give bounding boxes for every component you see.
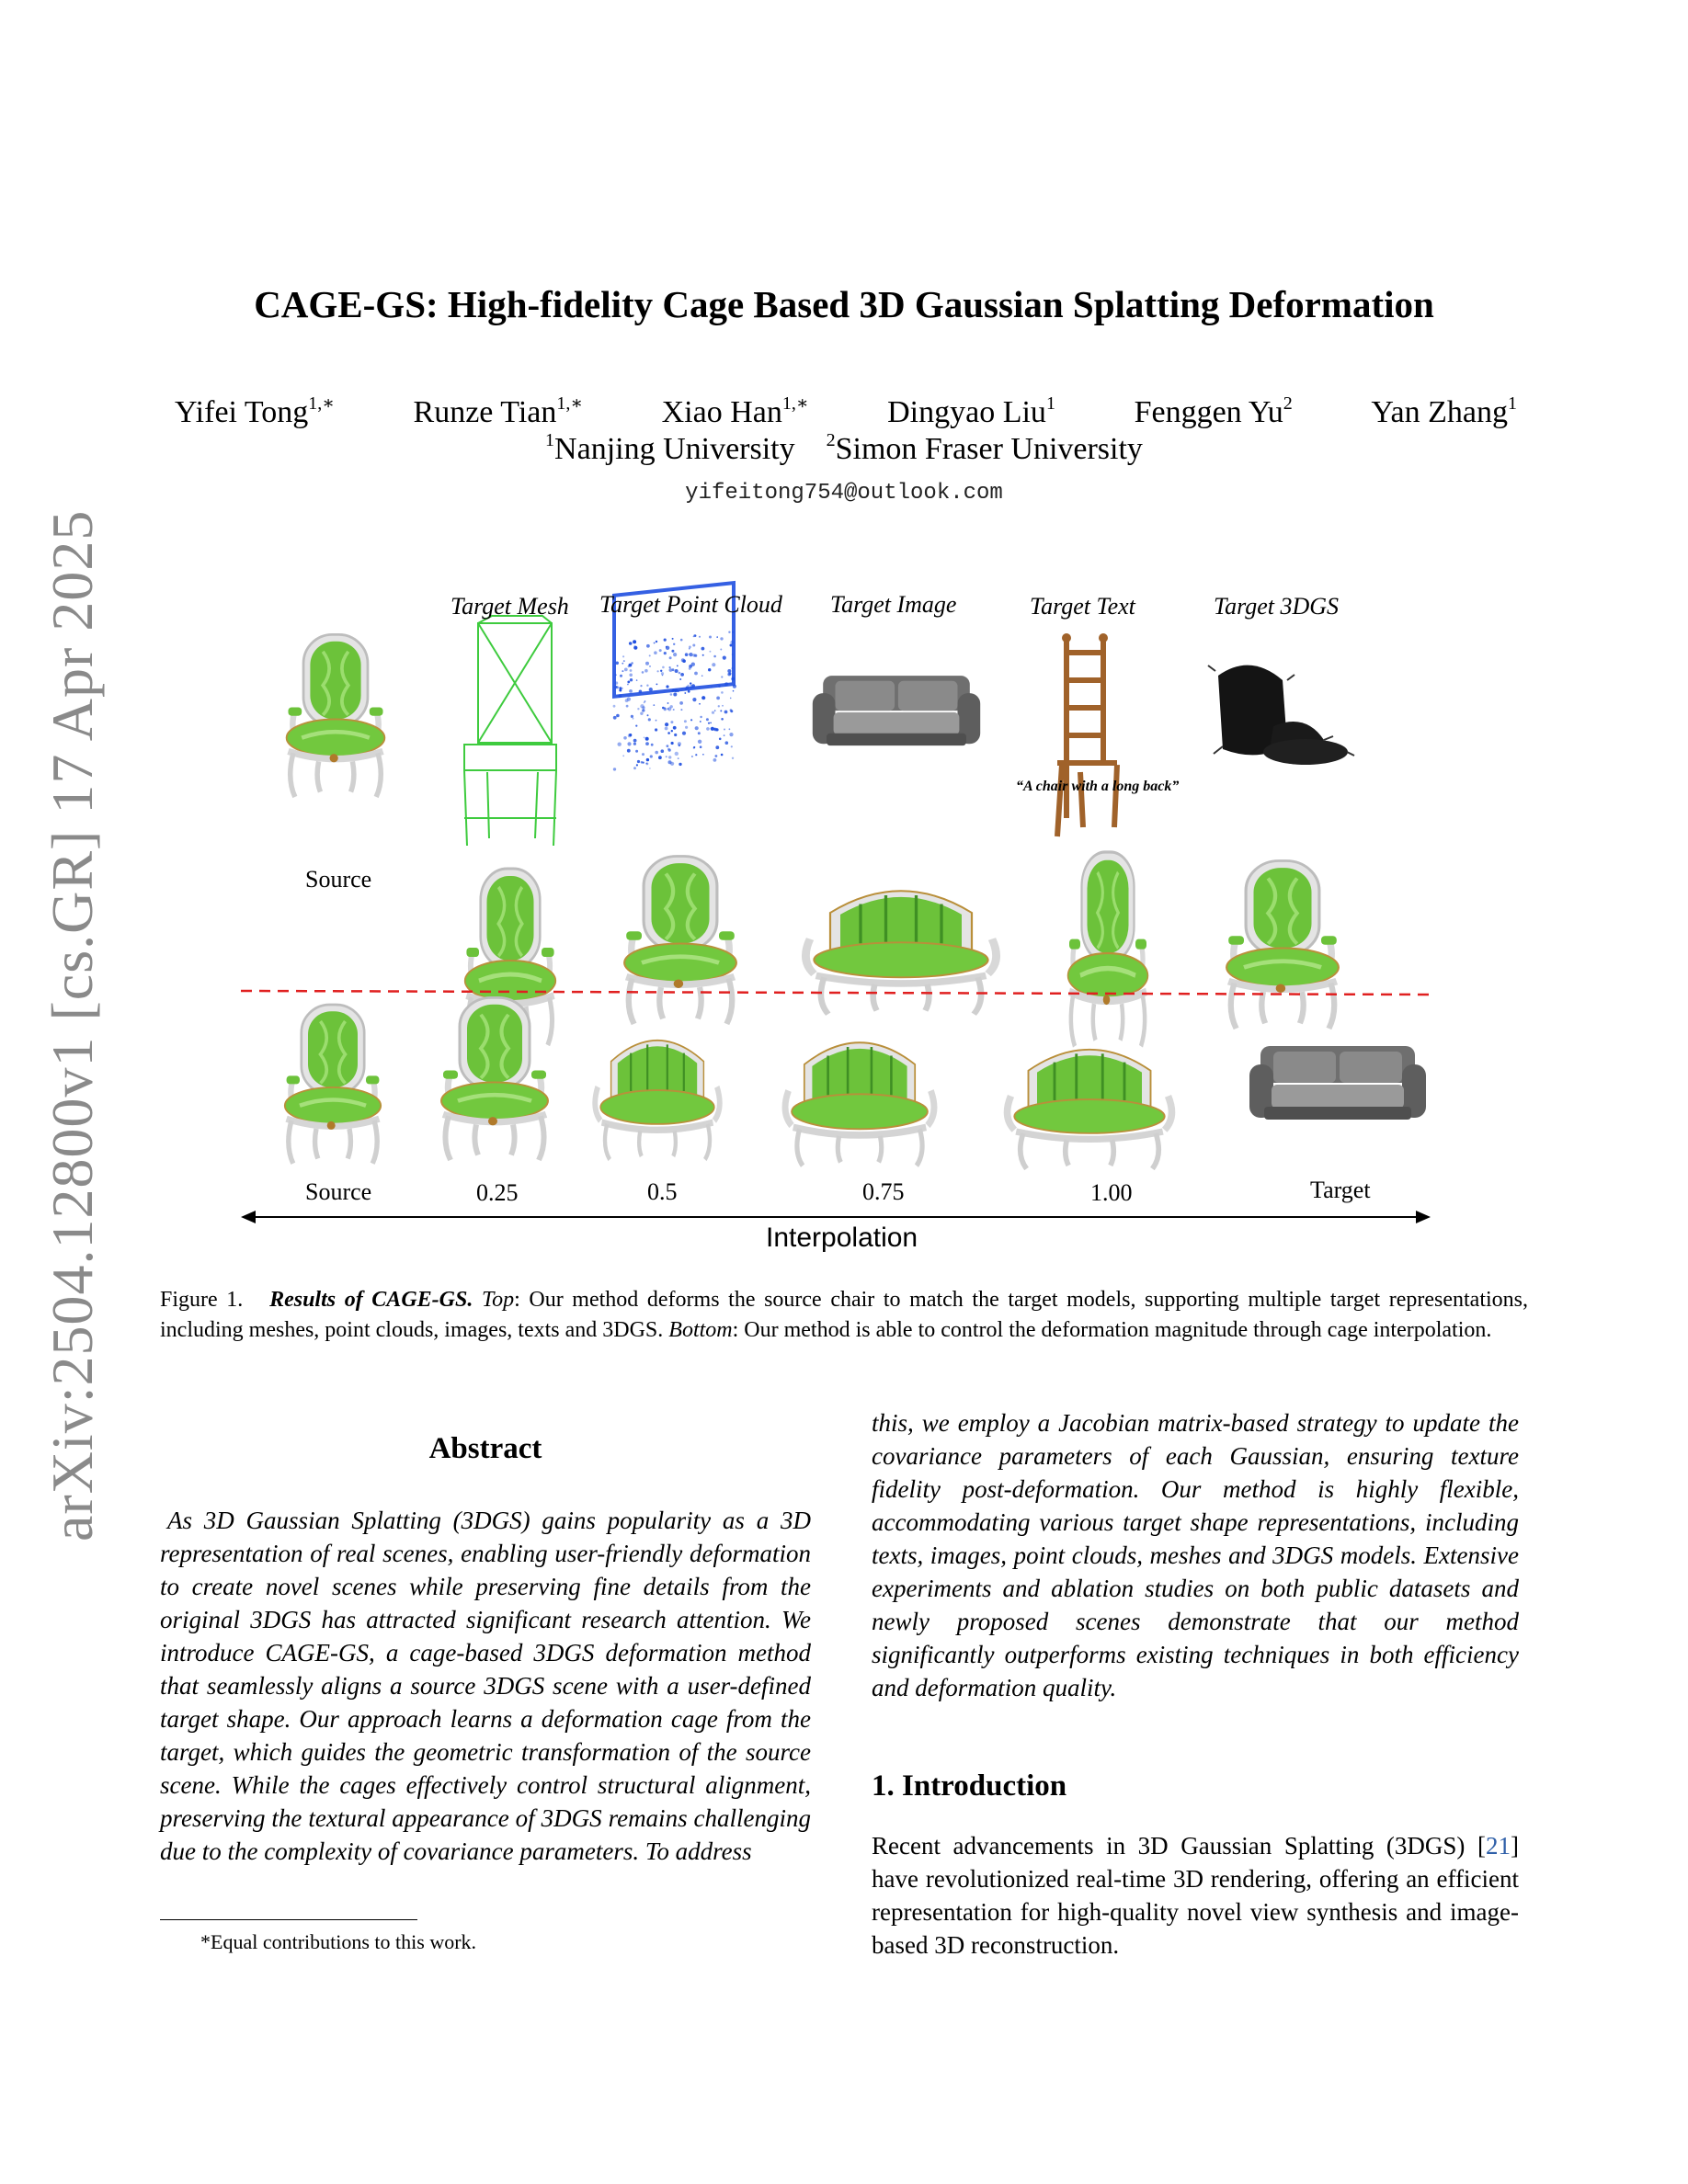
point-cloud-dot <box>640 704 644 708</box>
point-cloud-dot <box>702 654 704 656</box>
point-cloud-dot <box>724 711 728 714</box>
result-text-chair <box>1068 852 1148 1046</box>
point-cloud-dot <box>666 646 667 648</box>
point-cloud-dot <box>642 709 644 711</box>
interpolation-axis-arrow <box>241 1211 1431 1223</box>
point-cloud-dot <box>615 681 618 684</box>
point-cloud-dot <box>706 727 710 731</box>
point-cloud-dot <box>664 639 667 642</box>
point-cloud-dot <box>692 644 695 647</box>
point-cloud-dot <box>688 685 690 687</box>
point-cloud-dot <box>720 710 722 711</box>
label-interp-source: Source <box>305 1178 372 1205</box>
point-cloud-dot <box>698 732 701 734</box>
point-cloud-dot <box>639 690 643 694</box>
point-cloud-dot <box>644 669 648 673</box>
point-cloud-dot <box>655 728 657 731</box>
point-cloud-dot <box>690 719 692 721</box>
point-cloud-dot <box>729 728 731 730</box>
point-cloud-dot <box>669 668 673 672</box>
point-cloud-dot <box>702 754 704 756</box>
point-cloud-dot <box>723 656 726 660</box>
target-mesh-wireframe <box>464 616 556 846</box>
point-cloud-dot <box>678 757 679 759</box>
introduction-heading: 1. Introduction <box>872 1769 1067 1803</box>
point-cloud-dot <box>721 676 723 677</box>
point-cloud-dot <box>662 707 665 710</box>
label-target-image: Target Image <box>830 591 957 618</box>
point-cloud-dot <box>727 673 731 677</box>
point-cloud-dot <box>622 655 624 657</box>
point-cloud-dot <box>685 726 688 729</box>
label-interp-05: 0.5 <box>647 1178 678 1205</box>
target-3dgs-lounge-chair <box>1208 665 1354 765</box>
point-cloud-dot <box>645 737 649 741</box>
label-top-source: Source <box>305 866 372 893</box>
point-cloud-dot <box>616 686 618 688</box>
point-cloud-dot <box>633 640 636 643</box>
point-cloud-dot <box>651 744 654 746</box>
point-cloud-dot <box>673 643 675 645</box>
point-cloud-dot <box>647 714 649 716</box>
point-cloud-dot <box>659 649 662 652</box>
point-cloud-dot <box>690 682 691 684</box>
point-cloud-dot <box>732 654 734 655</box>
point-cloud-dot <box>661 749 665 753</box>
label-interp-075: 0.75 <box>862 1178 905 1205</box>
point-cloud-dot <box>660 670 662 672</box>
source-chair <box>287 634 385 797</box>
footnote-rule <box>160 1919 417 1920</box>
point-cloud-dot <box>650 755 653 757</box>
point-cloud-dot <box>667 748 670 751</box>
point-cloud-dot <box>721 754 724 756</box>
point-cloud-dot <box>646 685 648 687</box>
point-cloud-dot <box>648 718 651 721</box>
point-cloud-dot <box>698 740 701 744</box>
point-cloud-dot <box>679 678 681 680</box>
point-cloud-dot <box>616 714 620 718</box>
point-cloud-dot <box>633 718 634 720</box>
point-cloud-dot <box>700 745 702 748</box>
point-cloud-dot <box>656 684 658 686</box>
point-cloud-dot <box>672 688 675 691</box>
point-cloud-dot <box>692 654 695 656</box>
point-cloud-dot <box>673 693 677 697</box>
arxiv-identifier-text: arXiv:2504.12800v1 [cs.GR] 17 Apr 2025 <box>40 509 105 1541</box>
point-cloud-dot <box>690 685 693 688</box>
point-cloud-dot <box>695 726 699 730</box>
figure-caption: Figure 1. Results of CAGE-GS. Top: Our method deforms the source chair to match the target models, supporting multiple target representations, including meshes, point clouds, images, texts and 3DGS. Bottom: Our method is able to control the deformation magnitude through cage interpolation. <box>160 1288 1529 1342</box>
point-cloud-dot <box>733 685 736 688</box>
interpolation-row <box>285 997 1426 1168</box>
author: Xiao Han$^{1,∗}$ <box>661 393 809 429</box>
point-cloud-dot <box>649 688 653 691</box>
point-cloud-dot <box>633 645 635 647</box>
point-cloud-dot <box>714 728 718 732</box>
point-cloud-dot <box>642 753 644 756</box>
point-cloud-dot <box>629 689 633 693</box>
point-cloud-dot <box>670 762 674 766</box>
point-cloud-dot <box>635 750 638 753</box>
point-cloud-dot <box>625 699 629 702</box>
point-cloud-dot <box>640 712 643 715</box>
point-cloud-dot <box>667 732 670 734</box>
point-cloud-dot <box>673 653 677 656</box>
author: Yan Zhang$^1$ <box>1371 393 1517 429</box>
point-cloud-dot <box>670 705 673 708</box>
point-cloud-dot <box>710 722 712 724</box>
point-cloud-dot <box>671 730 673 732</box>
affiliation: Simon Fraser University <box>835 432 1143 466</box>
abstract-heading: Abstract <box>428 1432 542 1465</box>
point-cloud-dot <box>666 685 668 688</box>
point-cloud-dot <box>724 734 725 736</box>
point-cloud-dot <box>623 736 627 740</box>
point-cloud-dot <box>689 648 690 650</box>
point-cloud-dot <box>670 721 673 723</box>
point-cloud-dot <box>654 651 657 654</box>
point-cloud-dot <box>730 710 733 712</box>
result-point-cloud-chair <box>624 857 736 1024</box>
point-cloud-dot <box>675 669 679 673</box>
point-cloud-dot <box>653 704 655 706</box>
point-cloud-dot <box>721 691 724 694</box>
author: Dingyao Liu$^1$ <box>887 393 1055 429</box>
point-cloud-dot <box>613 768 616 770</box>
footnote: *Equal contributions to this work. <box>200 1930 477 1953</box>
target-text-chair <box>1057 633 1117 836</box>
point-cloud-dot <box>693 747 695 749</box>
point-cloud-dot <box>715 755 718 757</box>
contact-email: yifeitong754@outlook.com <box>685 481 1003 506</box>
point-cloud-dot <box>646 758 649 761</box>
point-cloud-dot <box>715 745 719 749</box>
point-cloud-dot <box>706 718 709 721</box>
point-cloud-dot <box>699 636 701 638</box>
point-cloud-dot <box>619 687 622 689</box>
point-cloud-dot <box>646 763 649 766</box>
author-list <box>175 395 1517 430</box>
point-cloud-dot <box>645 742 649 745</box>
point-cloud-dot <box>613 705 616 708</box>
point-cloud-dot <box>716 697 720 700</box>
point-cloud-dot <box>665 727 668 731</box>
point-cloud-dot <box>682 659 686 663</box>
point-cloud-dot <box>618 743 622 746</box>
point-cloud-dot <box>712 663 715 666</box>
point-cloud-dot <box>727 669 731 673</box>
point-cloud-dot <box>671 742 674 745</box>
point-cloud-dot <box>684 692 686 694</box>
point-cloud-dot <box>695 754 697 756</box>
point-cloud-dot <box>622 670 623 672</box>
point-cloud-dot <box>657 670 659 672</box>
point-cloud-dot <box>679 745 680 746</box>
point-cloud-dot <box>674 688 678 692</box>
point-cloud-dot <box>642 671 644 674</box>
point-cloud-dot <box>709 636 712 639</box>
point-cloud-dot <box>680 709 682 711</box>
point-cloud-dot <box>689 646 691 649</box>
point-cloud-dot <box>661 672 664 675</box>
point-cloud-dot <box>677 665 679 667</box>
point-cloud-dot <box>665 722 668 726</box>
point-cloud-dot <box>713 655 716 658</box>
point-cloud-dot <box>691 756 693 757</box>
section-divider <box>241 991 1430 995</box>
point-cloud-dot <box>708 668 711 671</box>
point-cloud-dot <box>627 684 629 686</box>
point-cloud-dot <box>730 698 732 700</box>
point-cloud-dot <box>645 662 649 665</box>
point-cloud-dot <box>649 654 651 656</box>
point-cloud-dot <box>646 644 650 648</box>
point-cloud-dot <box>675 752 679 756</box>
point-cloud-dot <box>694 672 698 676</box>
point-cloud-dot <box>730 641 734 644</box>
result-3dgs-chair <box>1226 861 1339 1029</box>
point-cloud-dot <box>670 693 673 696</box>
point-cloud-dot <box>722 705 724 707</box>
point-cloud-dot <box>667 745 669 747</box>
point-cloud-dot <box>649 768 651 769</box>
point-cloud-dot <box>692 698 696 701</box>
introduction-paragraph: Recent advancements in 3D Gaussian Splatting (3DGS) [21] have revolutionized real-time 3D rendering, offering an efficient representation for high-quality novel view synthesis and image-based 3D reconstruction. <box>872 1832 1519 1959</box>
point-cloud-dot <box>637 760 640 763</box>
point-cloud-dot <box>630 669 633 672</box>
point-cloud-dot <box>712 711 714 714</box>
point-cloud-dot <box>669 666 671 668</box>
author: Fenggen Yu$^2$ <box>1134 393 1293 429</box>
point-cloud-dot <box>668 756 671 758</box>
point-cloud-dot <box>725 741 729 745</box>
point-cloud-dot <box>714 710 716 711</box>
point-cloud-dot <box>691 663 695 666</box>
point-cloud-dot <box>641 761 644 764</box>
teaser-figure <box>0 552 1688 1268</box>
point-cloud-dot <box>629 642 633 645</box>
point-cloud-dot <box>711 727 714 731</box>
point-cloud-dot <box>669 656 672 659</box>
point-cloud-dot <box>719 738 722 741</box>
author: Runze Tian$^{1,∗}$ <box>413 393 583 429</box>
point-cloud-dot <box>709 651 711 653</box>
point-cloud-dot <box>631 715 633 718</box>
point-cloud-dot <box>699 703 701 705</box>
result-image-settee <box>805 891 996 1014</box>
point-cloud-dot <box>644 701 645 703</box>
point-cloud-dot <box>629 734 632 736</box>
point-cloud-dot <box>733 690 735 692</box>
point-cloud-dot <box>636 764 638 766</box>
point-cloud-dot <box>731 667 733 669</box>
citation-link[interactable]: 21 <box>1486 1832 1511 1860</box>
point-cloud-dot <box>686 686 690 689</box>
point-cloud-dot <box>626 705 629 708</box>
point-cloud-dot <box>732 631 734 633</box>
point-cloud-dot <box>688 690 690 693</box>
point-cloud-dot <box>679 672 681 675</box>
point-cloud-dot <box>658 756 662 759</box>
label-interp-target: Target <box>1310 1177 1371 1203</box>
point-cloud-dot <box>644 737 645 739</box>
point-cloud-dot <box>708 722 710 724</box>
point-cloud-dot <box>662 666 665 669</box>
label-target-point-cloud: Target Point Cloud <box>599 591 782 618</box>
point-cloud-dot <box>732 757 734 759</box>
point-cloud-dot <box>682 732 686 735</box>
point-cloud-dot <box>667 702 669 704</box>
point-cloud-dot <box>716 636 718 638</box>
point-cloud-dot <box>701 675 703 677</box>
point-cloud-dot <box>629 664 633 667</box>
point-cloud-dot <box>689 654 690 655</box>
label-target-3dgs: Target 3DGS <box>1214 593 1340 620</box>
point-cloud-dot <box>633 743 636 745</box>
abstract-text-right: this, we employ a Jacobian matrix-based strategy to update the covariance parameters of each Gaussian, ensuring texture fidelity post-deformation. Our method is highly flexible, accommodating various target shape representations, including texts, images, point clouds, meshes and 3DGS models. Extensive experiments and ablation studies on both public datasets and newly proposed scenes demonstrate that our method significantly outperforms existing techniques in both efficiency and deformation quality. <box>872 1409 1519 1701</box>
point-cloud-dot <box>637 708 639 710</box>
label-interp-025: 0.25 <box>476 1179 519 1206</box>
point-cloud-dot <box>627 681 630 684</box>
point-cloud-dot <box>640 685 642 687</box>
text-prompt-label: “A chair with a long back” <box>1016 779 1180 794</box>
affiliations: $^1$Nanjing University $^2$Simon Fraser University <box>545 430 1143 466</box>
point-cloud-dot <box>730 644 733 647</box>
point-cloud-dot <box>731 745 733 747</box>
point-cloud-dot <box>724 729 725 731</box>
point-cloud-dot <box>684 720 687 722</box>
point-cloud-dot <box>720 649 722 651</box>
label-target-text: Target Text <box>1030 593 1135 620</box>
paper-title: CAGE-GS: High-fidelity Cage Based 3D Gaussian Splatting Deformation <box>254 283 1434 325</box>
point-cloud-dot <box>713 758 717 762</box>
point-cloud-dot <box>622 755 624 756</box>
point-cloud-dot <box>711 686 713 688</box>
point-cloud-dot <box>656 720 657 722</box>
point-cloud-dot <box>635 725 637 727</box>
affiliation: Nanjing University <box>554 432 795 466</box>
point-cloud-dot <box>623 660 625 662</box>
point-cloud-dot <box>729 733 733 736</box>
point-cloud-dot <box>721 718 724 721</box>
point-cloud-dot <box>679 763 681 766</box>
point-cloud-dot <box>673 709 675 711</box>
point-cloud-dot <box>629 674 633 677</box>
point-cloud-dot <box>718 705 720 707</box>
point-cloud-dot <box>630 678 633 681</box>
point-cloud-dot <box>656 641 657 643</box>
point-cloud-dot <box>633 739 637 743</box>
point-cloud-dot <box>654 643 656 644</box>
point-cloud-dot <box>613 716 617 720</box>
abstract-text-left: As 3D Gaussian Splatting (3DGS) gains popularity as a 3D representation of real scenes, enabling user-friendly deformation to create novel scenes while preserving fine details from the original 3DGS has attracted significant research attention. We introduce CAGE-GS, a cage-based 3DGS deformation method that seamlessly aligns a source 3DGS scene with a user-defined target shape. Our approach learns a deformation cage from the target, which guides the geometric transformation of the source scene. While the cages effectively control structural alignment, preserving the textural appearance of 3DGS remains challenging due to the complexity of covariance parameters. To address <box>160 1507 811 1865</box>
point-cloud-dot <box>666 756 667 757</box>
point-cloud-dot <box>627 749 631 753</box>
point-cloud-dot <box>615 674 617 676</box>
point-cloud-dot <box>673 726 677 730</box>
point-cloud-dot <box>624 668 628 672</box>
point-cloud-dot <box>680 673 684 677</box>
label-interp-100: 1.00 <box>1090 1179 1133 1206</box>
label-target-mesh: Target Mesh <box>451 593 569 620</box>
point-cloud-dot <box>633 767 636 769</box>
point-cloud-dot <box>671 650 674 653</box>
point-cloud-dot <box>718 685 721 688</box>
point-cloud-dot <box>700 716 701 718</box>
point-cloud-dot <box>731 677 735 681</box>
point-cloud-dot <box>693 634 696 637</box>
point-cloud-dot <box>636 679 638 681</box>
point-cloud-dot <box>720 637 723 640</box>
point-cloud-dot <box>728 631 730 633</box>
point-cloud-dot <box>685 653 689 656</box>
point-cloud-dot <box>627 742 631 745</box>
point-cloud-dot <box>622 663 623 665</box>
point-cloud-dot <box>679 701 683 705</box>
point-cloud-dot <box>649 665 651 667</box>
author: Yifei Tong$^{1,∗}$ <box>175 393 335 429</box>
point-cloud-dot <box>667 708 669 710</box>
point-cloud-dot <box>701 696 705 700</box>
point-cloud-dot <box>664 652 667 654</box>
point-cloud-dot <box>700 721 701 722</box>
point-cloud-dot <box>674 734 677 736</box>
point-cloud-dot <box>619 689 622 692</box>
point-cloud-dot <box>680 639 683 642</box>
interpolation-axis-label: Interpolation <box>766 1223 918 1253</box>
point-cloud-dot <box>724 682 728 686</box>
point-cloud-dot <box>655 751 658 755</box>
point-cloud-dot <box>672 638 674 640</box>
point-cloud-dot <box>615 662 619 665</box>
point-cloud-dot <box>701 647 705 651</box>
point-cloud-dot <box>619 694 622 698</box>
point-cloud-dot <box>620 675 622 677</box>
target-image-sofa <box>813 676 980 745</box>
